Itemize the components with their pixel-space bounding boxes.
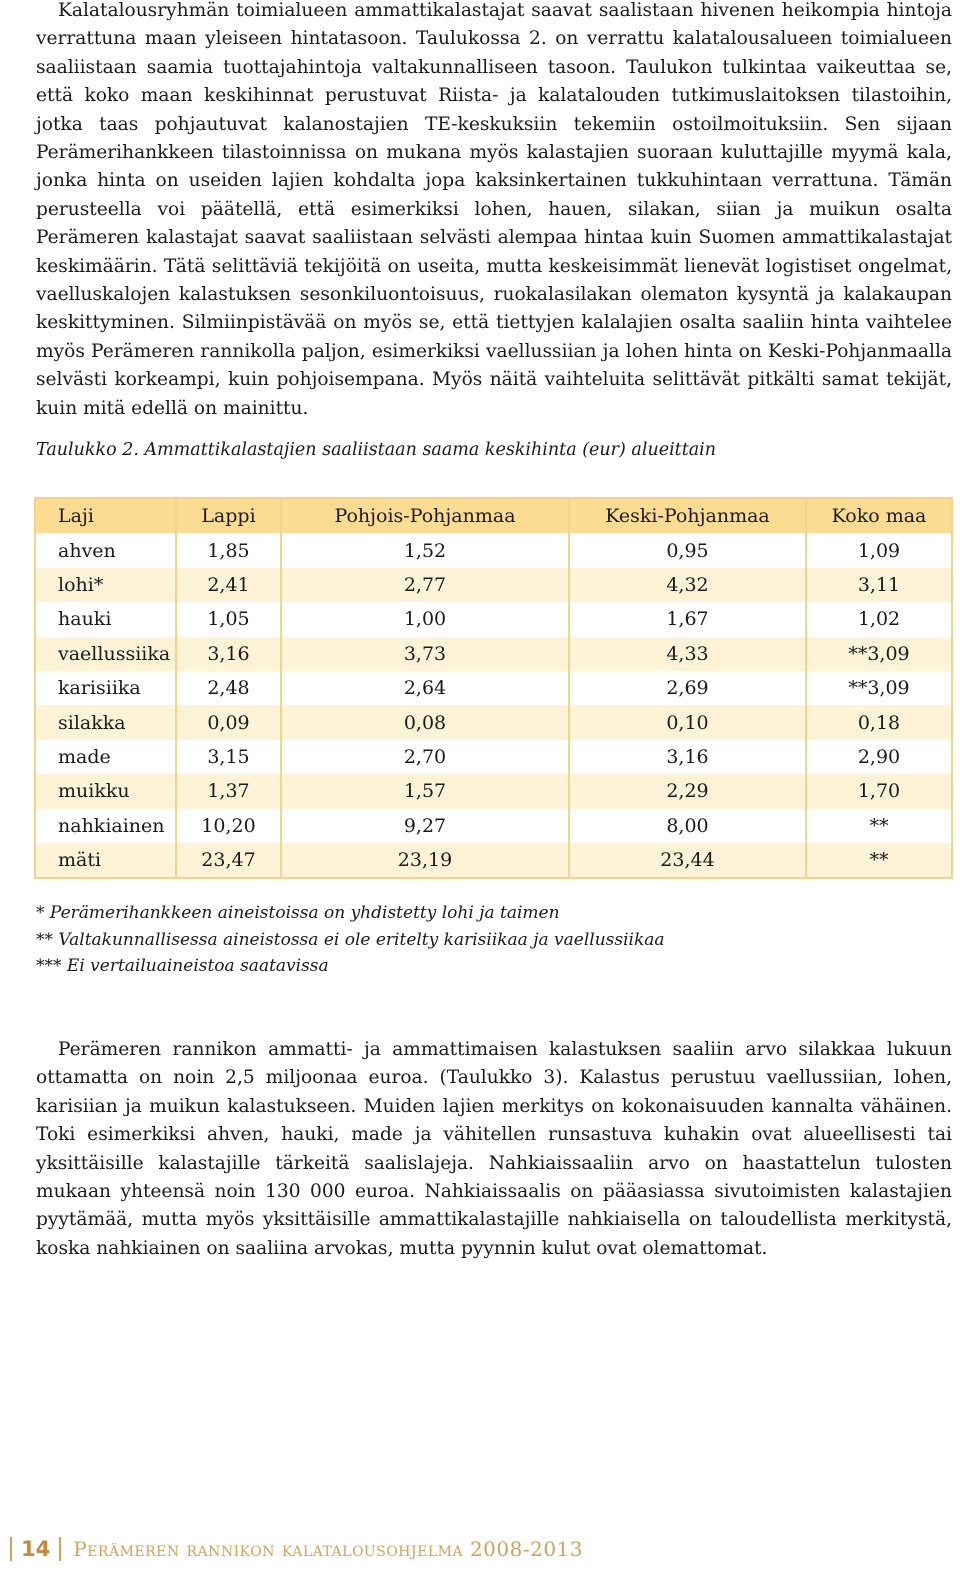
price-cell: 3,73 [281, 637, 569, 671]
table-row [36, 568, 951, 602]
price-cell: 1,67 [569, 602, 806, 636]
price-cell: 1,70 [806, 774, 951, 808]
price-cell: 10,20 [176, 809, 281, 843]
price-cell: 0,95 [569, 533, 806, 567]
table-row [36, 705, 951, 739]
price-cell: 2,48 [176, 671, 281, 705]
species-cell: mäti [36, 843, 176, 877]
price-cell: 1,85 [176, 533, 281, 567]
table-footnotes [36, 900, 665, 980]
price-cell: 2,41 [176, 568, 281, 602]
table-row [36, 602, 951, 636]
price-cell: 8,00 [569, 809, 806, 843]
footer-title: Perämeren rannikon kalatalousohjelma 2008-2013 [73, 1537, 583, 1561]
page-number: 14 [21, 1537, 51, 1561]
body-paragraph-1: Kalatalousryhmän toimialueen ammattikalastajat saavat saalistaan hivenen heikompia hintoja verrattuna maan yleiseen hintatasoon. Taulukossa 2. on verrattu kalatalousalueen toimialueen saaliistaan saamia tuottajahintoja valtakunnalliseen tasoon. Taulukon tulkintaa vaikeuttaa se, että koko maan keskihinnat perustuvat Riista- ja kalatalouden tutkimuslaitoksen tilastoihin, jotka taas pohjautuvat kalanostajien TE-keskuksiin tekemiin ostoilmoituksiin. Sen sijaan Perämerihankkeen tilastoinnissa on mukana myös kalastajien suoraan kuluttajille myymä kala, jonka hinta on useiden lajien kohdalta jopa kaksinkertainen tukkuhintaan verrattuna. Tämän perusteella voi päätellä, että esimerkiksi lohen, hauen, silakan, siian ja muikun osalta Perämeren kalastajat saavat saaliistaan selvästi alempaa hintaa kuin Suomen ammattikalastajat keskimäärin. Tätä selittäviä tekijöitä on useita, mutta keskeisimmät lienevät logistiset ongelmat, vaelluskalojen kalastuksen sesonkiluontoisuus, ruokalasilakan olematon kysyntä ja kalakaupan keskittyminen. Silmiinpistävää on myös se, että tiettyjen kalalajien osalta saaliin hinta vaihtelee myös Perämeren rannikolla paljon, esimerkiksi vaellussiian ja lohen hinta on Keski-Pohjanmaalla selvästi korkeampi, kuin pohjoisempana. Myös näitä vaihteluita selittävät pitkälti samat tekijät, kuin mitä edellä on mainittu. [36, 0, 952, 419]
price-cell: 0,08 [281, 705, 569, 739]
price-cell: 3,15 [176, 740, 281, 774]
table-row [36, 533, 951, 567]
price-cell: 0,09 [176, 705, 281, 739]
header-koko-maa: Koko maa [806, 499, 951, 533]
price-cell: 0,18 [806, 705, 951, 739]
table-row [36, 671, 951, 705]
table-row [36, 809, 951, 843]
price-cell: 4,33 [569, 637, 806, 671]
price-cell: 2,64 [281, 671, 569, 705]
price-cell: ** [806, 843, 951, 877]
price-cell: 2,77 [281, 568, 569, 602]
species-cell: silakka [36, 705, 176, 739]
footnote: ** Valtakunnallisessa aineistossa ei ole eritelty karisiikaa ja vaellussiikaa [36, 929, 665, 950]
price-cell: 23,47 [176, 843, 281, 877]
body-paragraph-2: Perämeren rannikon ammatti- ja ammattimaisen kalastuksen saaliin arvo silakkaa lukuun ottamatta on noin 2,5 miljoonaa euroa. (Taulukko 3). Kalastus perustuu vaellussiian, lohen, karisiian ja muikun kalastukseen. Muiden lajien merkitys on kokonaisuuden kannalta vähäinen. Toki esimerkiksi ahven, hauki, made ja vähitellen runsastuva kuhakin ovat alueellisesti tai yksittäisille kalastajille tärkeitä saalislajeja. Nahkiaissaaliin arvo on haastattelun tulosten mukaan yhteensä noin 130 000 euroa. Nahkiaissaalis on pääasiassa sivutoimisten kalastajien pyytämää, mutta myös yksittäisille ammattikalastajille nahkiaisella on taloudellista merkitystä, koska nahkiainen on saaliina arvokas, mutta pyynnin kulut ovat olemattomat. [36, 1039, 952, 1259]
header-lappi: Lappi [176, 499, 281, 533]
price-cell: 3,16 [176, 637, 281, 671]
table-row [36, 637, 951, 671]
page-footer [10, 1535, 583, 1563]
header-laji: Laji [36, 499, 176, 533]
header-keski-pohjanmaa: Keski-Pohjanmaa [569, 499, 806, 533]
price-cell: 1,52 [281, 533, 569, 567]
species-cell: lohi* [36, 568, 176, 602]
price-cell: 4,32 [569, 568, 806, 602]
price-cell: **3,09 [806, 671, 951, 705]
species-cell: made [36, 740, 176, 774]
species-cell: ahven [36, 533, 176, 567]
species-cell: nahkiainen [36, 809, 176, 843]
price-cell: 1,02 [806, 602, 951, 636]
price-cell: 1,37 [176, 774, 281, 808]
price-cell: 3,16 [569, 740, 806, 774]
species-cell: hauki [36, 602, 176, 636]
species-cell: karisiika [36, 671, 176, 705]
price-cell: 0,10 [569, 705, 806, 739]
header-pohjois-pohjanmaa: Pohjois-Pohjanmaa [281, 499, 569, 533]
table-row [36, 740, 951, 774]
footnote: *** Ei vertailuaineistoa saatavissa [36, 956, 329, 977]
species-cell: muikku [36, 774, 176, 808]
price-cell: 1,00 [281, 602, 569, 636]
price-cell: 2,90 [806, 740, 951, 774]
price-cell: 3,11 [806, 568, 951, 602]
price-cell: 23,19 [281, 843, 569, 877]
price-cell: 2,70 [281, 740, 569, 774]
table-row [36, 774, 951, 808]
price-cell: 2,69 [569, 671, 806, 705]
price-cell: ** [806, 809, 951, 843]
footnote: * Perämerihankkeen aineistoissa on yhdistetty lohi ja taimen [36, 903, 560, 923]
table-header-row [36, 499, 951, 533]
price-cell: 2,29 [569, 774, 806, 808]
price-table [34, 497, 953, 879]
price-cell: 1,09 [806, 533, 951, 567]
price-cell: 9,27 [281, 809, 569, 843]
price-cell: 1,05 [176, 602, 281, 636]
price-cell: 1,57 [281, 774, 569, 808]
table-row [36, 843, 951, 877]
price-cell: **3,09 [806, 637, 951, 671]
price-cell: 23,44 [569, 843, 806, 877]
species-cell: vaellussiika [36, 637, 176, 671]
table-caption: Taulukko 2. Ammattikalastajien saaliistaan saama keskihinta (eur) alueittain [36, 440, 717, 460]
